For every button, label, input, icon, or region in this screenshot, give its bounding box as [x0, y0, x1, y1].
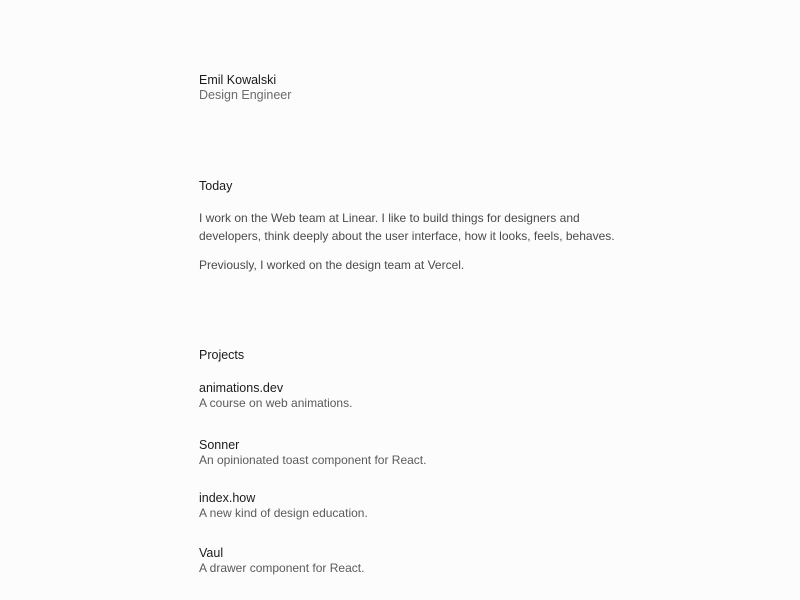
today-paragraph-2: Previously, I worked on the design team at Vercel.: [199, 258, 465, 272]
section-title-projects: Projects: [199, 348, 245, 362]
project-description-sonner: An opinionated toast component for React.: [199, 453, 427, 467]
project-link-animations-dev[interactable]: animations.dev: [199, 381, 284, 395]
project-link-sonner[interactable]: Sonner: [199, 438, 240, 452]
project-link-vaul[interactable]: Vaul: [199, 546, 224, 560]
project-link-index-how[interactable]: index.how: [199, 491, 256, 505]
author-role: Design Engineer: [199, 88, 292, 102]
project-description-vaul: A drawer component for React.: [199, 561, 365, 575]
author-name: Emil Kowalski: [199, 73, 277, 87]
today-paragraph-1: I work on the Web team at Linear. I like to build things for designers and developers, think deeply about the user interface, how it looks, feels, behaves.: [199, 211, 615, 243]
project-description-animations-dev: A course on web animations.: [199, 396, 353, 410]
section-title-today: Today: [199, 179, 233, 193]
project-description-index-how: A new kind of design education.: [199, 506, 368, 520]
